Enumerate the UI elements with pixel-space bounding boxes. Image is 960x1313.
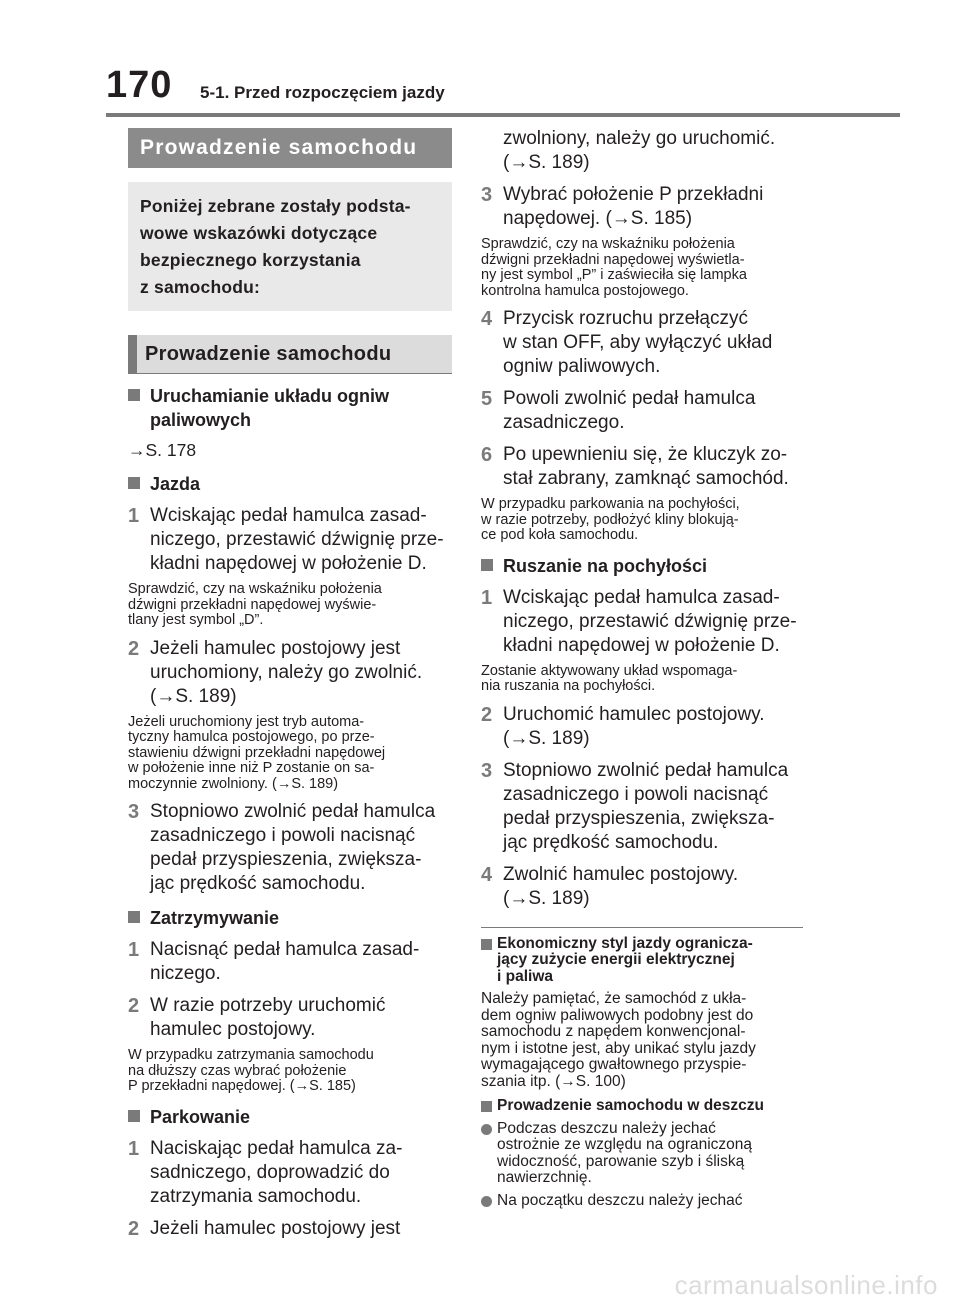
note-line: tyczny hamulca postojowego, po prze- — [128, 729, 375, 745]
step-line: Zwolnić hamulec postojowy. — [503, 863, 739, 885]
step-item — [481, 183, 803, 231]
step-number: 1 — [481, 586, 493, 609]
step-line: niczego, przestawić dźwignię prze- — [150, 529, 444, 550]
step-line: Stopniowo zwolnić pedał hamulca — [150, 801, 436, 822]
page-number: 170 — [106, 64, 173, 106]
step-line: jąc prędkość samochodu. — [503, 831, 719, 853]
page-reference: →S. 178 — [128, 440, 197, 460]
header-rule — [106, 113, 900, 117]
step-item — [481, 387, 803, 435]
note-line: tlany jest symbol „D”. — [128, 612, 264, 628]
summary-line: wowe wskazówki dotyczące — [140, 223, 378, 243]
note-text — [128, 715, 452, 793]
step-item — [481, 863, 803, 911]
step-item — [481, 307, 803, 379]
note-line: na dłuższy czas wybrać położenie — [128, 1062, 347, 1079]
step-line: zasadniczego i powoli nacisnąć — [150, 825, 416, 846]
step-item — [128, 1137, 452, 1209]
step-line: niczego. — [150, 963, 221, 984]
note-line: w razie potrzeby, podłożyć kliny blokują- — [481, 511, 739, 528]
heading-eco-driving — [481, 936, 803, 986]
note-line: P przekładni napędowej. (→S. 185) — [128, 1078, 356, 1094]
step-number: 2 — [128, 637, 140, 660]
running-title: 5-1. Przed rozpoczęciem jazdy — [200, 83, 445, 102]
step-number: 3 — [128, 801, 140, 823]
step-line: zatrzymania samochodu. — [150, 1185, 362, 1207]
note-line: ce pod koła samochodu. — [481, 527, 639, 543]
heading-line: jący zużycie energii elektrycznej — [497, 951, 735, 968]
step-number: 1 — [128, 505, 140, 527]
note-text — [481, 497, 803, 544]
step-line: pedał przyspieszenia, zwiększa- — [150, 849, 422, 870]
step-number: 3 — [481, 759, 493, 782]
step-number: 4 — [481, 863, 493, 886]
summary-line: bezpiecznego korzystania — [140, 250, 361, 270]
step-line: Wciskając pedał hamulca zasad- — [150, 505, 427, 526]
step-line: Po upewnieniu się, że kluczyk zo- — [503, 444, 788, 465]
note-line: wymagającego gwałtownego przyspie- — [481, 1056, 747, 1073]
heading-engine-start — [128, 384, 452, 432]
step-line: kładni napędowej w położenie D. — [503, 634, 780, 656]
summary-box — [128, 182, 452, 311]
step-number: 1 — [128, 1137, 140, 1160]
step-line: napędowej. (→S. 185) — [503, 208, 693, 229]
step-line: (→S. 189) — [503, 887, 590, 909]
heading-line: Ekonomiczny styl jazdy ogranicza- — [497, 934, 753, 952]
step-line: Jeżeli hamulec postojowy jest — [150, 1217, 401, 1239]
square-bullet-icon — [128, 911, 140, 923]
step-line: (→S. 189) — [503, 727, 590, 749]
heading-stopping — [128, 906, 452, 930]
step-number: 1 — [128, 939, 140, 961]
step-line: jąc prędkość samochodu. — [150, 873, 366, 894]
square-bullet-icon — [128, 389, 140, 401]
square-bullet-icon — [481, 559, 493, 571]
note-line: Zostanie aktywowany układ wspomaga- — [481, 662, 738, 679]
note-line: nym i istotne jest, aby unikać stylu jazdy — [481, 1039, 756, 1057]
note-line: ny jest symbol „P” i zaświeciła się lampka — [481, 267, 747, 283]
bullet-line: nawierzchnię. — [497, 1169, 592, 1186]
bullet-line: Podczas deszczu należy jechać — [497, 1119, 716, 1137]
step-item — [128, 800, 452, 896]
step-item — [128, 504, 452, 576]
step-line: Powoli zwolnić pedał hamulca — [503, 388, 756, 409]
note-text — [481, 664, 803, 695]
step-line: hamulec postojowy. — [150, 1019, 316, 1040]
step-line: uruchomiony, należy go zwolnić. — [150, 661, 423, 683]
step-number: 2 — [481, 703, 493, 726]
step-number: 2 — [128, 1217, 140, 1240]
footer-watermark: carmanualsonline.info — [674, 1270, 938, 1300]
step-item — [128, 637, 452, 709]
step-line: (→S. 189) — [150, 685, 237, 707]
step-line: Przycisk rozruchu przełączyć — [503, 308, 748, 329]
step-line: w stan OFF, aby wyłączyć układ — [503, 332, 773, 353]
step-line: kładni napędowej w położenie D. — [150, 553, 427, 574]
note-text — [128, 582, 452, 629]
square-bullet-icon — [128, 477, 140, 489]
step-item — [481, 443, 803, 491]
round-bullet-icon — [481, 1124, 492, 1135]
step-line: Wybrać położenie P przekładni — [503, 184, 764, 205]
square-bullet-icon — [481, 1101, 492, 1112]
note-line: nia ruszania na pochyłości. — [481, 678, 656, 694]
step-item — [481, 703, 803, 751]
step-item — [128, 1217, 452, 1241]
step-line: ogniw paliwowych. — [503, 356, 661, 377]
square-bullet-icon — [128, 1110, 140, 1122]
note-line: w położenie inne niż P zostanie on sa- — [128, 760, 375, 776]
step-line: niczego, przestawić dźwignię prze- — [503, 610, 797, 632]
note-line: moczynnie zwolniony. (→S. 189) — [128, 775, 339, 792]
step-line: pedał przyspieszenia, zwiększa- — [503, 807, 775, 829]
heading-text: Jazda — [150, 474, 201, 494]
note-line: W przypadku zatrzymania samochodu — [128, 1047, 374, 1063]
step-line: zasadniczego. — [503, 412, 625, 433]
heading-text: Prowadzenie samochodu w deszczu — [497, 1097, 765, 1114]
subsection-header: Prowadzenie samochodu — [128, 335, 452, 374]
step-number: 4 — [481, 308, 493, 330]
section-divider — [481, 927, 803, 928]
step-line: Naciskając pedał hamulca za- — [150, 1137, 403, 1159]
right-column — [481, 127, 803, 1209]
heading-hill-start — [481, 554, 803, 578]
bullet-line: ostrożnie ze względu na ograniczoną — [497, 1136, 753, 1153]
step-line: Uruchomić hamulec postojowy. — [503, 703, 765, 725]
step-line: Jeżeli hamulec postojowy jest — [150, 637, 401, 659]
left-column — [128, 128, 452, 1241]
heading-text: Parkowanie — [150, 1106, 251, 1127]
step-line: zwolniony, należy go uruchomić. — [503, 128, 776, 149]
heading-line: Uruchamianie układu ogniw — [150, 386, 390, 406]
step-item — [128, 994, 452, 1042]
step-line: zasadniczego i powoli nacisnąć — [503, 783, 769, 805]
note-text — [128, 1048, 452, 1095]
heading-text: Ruszanie na pochyłości — [503, 555, 708, 576]
note-line: dem ogniw paliwowych podobny jest do — [481, 1006, 754, 1024]
bullet-line: Na początku deszczu należy jechać — [497, 1191, 743, 1209]
step-item — [481, 586, 803, 658]
step-line: sadniczego, doprowadzić do — [150, 1161, 390, 1183]
note-text — [481, 237, 803, 299]
step-number: 2 — [128, 995, 140, 1017]
note-line: Jeżeli uruchomiony jest tryb automa- — [128, 713, 365, 730]
note-line: Sprawdzić, czy na wskaźniku położenia — [128, 581, 382, 597]
summary-line: z samochodu: — [140, 277, 261, 297]
step-number: 5 — [481, 388, 493, 410]
note-line: stawieniu dźwigni przekładni napędowej — [128, 744, 386, 761]
heading-rain-driving — [481, 1098, 803, 1115]
step-line: stał zabrany, zamknąć samochód. — [503, 468, 789, 489]
step-number: 6 — [481, 444, 493, 466]
note-line: szania itp. (→S. 100) — [481, 1072, 626, 1090]
note-line: kontrolna hamulca postojowego. — [481, 282, 689, 299]
bullet-item — [481, 1121, 803, 1187]
note-line: dźwigni przekładni napędowej wyświetla- — [481, 251, 745, 268]
summary-line: Poniżej zebrane zostały podsta- — [140, 196, 411, 216]
note-line: samochodu z napędem konwencjonal- — [481, 1023, 746, 1040]
step-line: Stopniowo zwolnić pedał hamulca — [503, 759, 789, 781]
heading-driving — [128, 472, 452, 496]
note-line: dźwigni przekładni napędowej wyświe- — [128, 596, 377, 613]
square-bullet-icon — [481, 939, 492, 950]
heading-line: paliwowych — [150, 410, 252, 430]
note-line: Sprawdzić, czy na wskaźniku położenia — [481, 236, 735, 252]
note-line: Należy pamiętać, że samochód z ukła- — [481, 990, 747, 1007]
step-item — [481, 759, 803, 855]
section-banner: Prowadzenie samochodu — [128, 128, 452, 168]
step-line: (→S. 189) — [503, 152, 590, 173]
step-item — [128, 938, 452, 986]
step-line: Nacisnąć pedał hamulca zasad- — [150, 939, 420, 960]
heading-parking — [128, 1105, 452, 1129]
step-line: Wciskając pedał hamulca zasad- — [503, 586, 780, 608]
step-number: 3 — [481, 184, 493, 206]
note-line: W przypadku parkowania na pochyłości, — [481, 496, 740, 512]
heading-text: Zatrzymywanie — [150, 908, 280, 928]
step-line: W razie potrzeby uruchomić — [150, 995, 386, 1016]
note-text — [481, 991, 803, 1090]
heading-line: i paliwa — [497, 967, 553, 985]
bullet-line: widoczność, parowanie szyb i śliską — [497, 1152, 745, 1170]
round-bullet-icon — [481, 1196, 492, 1207]
bullet-item — [481, 1193, 803, 1210]
step-continuation — [481, 127, 803, 175]
